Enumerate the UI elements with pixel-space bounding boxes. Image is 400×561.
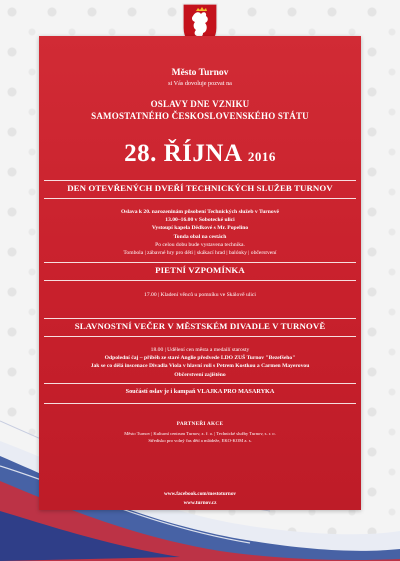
section2-heading: PIETNÍ VZPOMÍNKA bbox=[155, 265, 245, 275]
divider bbox=[44, 318, 356, 319]
section1-line1: Oslava k 20. narozeninám působení Technických služeb v Turnově bbox=[121, 209, 279, 215]
section1-line5: Po celou dobu bude vystavena technika. bbox=[155, 241, 245, 248]
section1-line3: Vystoupí kapela Dědkové s Mr. Popelino bbox=[151, 225, 249, 232]
website-link[interactable]: www.turnov.cz bbox=[183, 500, 217, 506]
partners-line1: Město Turnov | Kulturní centrum Turnov, z. ř. o. | Technické služby Turnov, s. r. o. bbox=[124, 431, 276, 436]
section3-line4: Občerstvení zajištěno bbox=[174, 371, 226, 378]
divider bbox=[44, 180, 356, 181]
facebook-link[interactable]: www.facebook.com/mestoturnov bbox=[163, 491, 237, 497]
partners-list bbox=[39, 430, 361, 444]
divider bbox=[44, 280, 356, 281]
divider bbox=[44, 403, 356, 404]
event-date-day: 28. ŘÍJNA bbox=[124, 140, 242, 167]
section1-line2: 13.00–16.00 v Sobotecké ulici bbox=[165, 217, 235, 224]
divider bbox=[44, 383, 356, 384]
event-date bbox=[39, 140, 361, 168]
partners-heading: PARTNEŘI AKCE bbox=[176, 421, 224, 427]
partners-line2: Středisko pro volný čas dětí a mládeže, EKO-KOM a. s. bbox=[148, 438, 252, 443]
section3-line3: Jak se co dělá inscenace Divadla Viola v hlavní roli s Petrem Kostkou a Carmen Mayerovou bbox=[90, 363, 310, 370]
section3-line1: 18.00 | Udělení cen města a medailí starosty bbox=[150, 347, 250, 353]
event-title bbox=[39, 99, 361, 122]
section2-line1: 17.00 | Kladení věnců u pomníku ve Skálově ulici bbox=[144, 292, 256, 298]
web-links bbox=[39, 490, 361, 508]
section1-line6: Tombola | zábavné hry pro děti | skákací hrad | balónky | občerstvení bbox=[123, 250, 277, 257]
divider bbox=[44, 198, 356, 199]
section3-line2: Odpolední čaj – příběh ze staré Anglie předvede LDO ZUŠ Turnov "Bezefšeho" bbox=[104, 355, 296, 362]
section1-details bbox=[39, 208, 361, 257]
event-title-line2: SAMOSTATNÉHO ČESKOSLOVENSKÉHO STÁTU bbox=[91, 110, 309, 121]
invite-text: si Vás dovoluje pozvat na bbox=[168, 80, 232, 87]
red-poster-panel bbox=[39, 36, 361, 510]
event-title-line1: OSLAVY DNE VZNIKU bbox=[150, 99, 250, 109]
event-year: 2016 bbox=[247, 149, 276, 164]
divider bbox=[44, 262, 356, 263]
section1-heading: DEN OTEVŘENÝCH DVEŘÍ TECHNICKÝCH SLUŽEB TURNOV bbox=[67, 183, 333, 193]
section3-heading: SLAVNOSTNÍ VEČER V MĚSTSKÉM DIVADLE V TURNOVĚ bbox=[74, 321, 326, 331]
divider bbox=[44, 336, 356, 337]
section3-details bbox=[39, 346, 361, 379]
campaign-text: Součástí oslav je i kampaň VLAJKA PRO MASARYKA bbox=[125, 388, 275, 395]
city-name: Město Turnov bbox=[171, 68, 229, 78]
section1-line4: Tonda obal na cestách bbox=[173, 233, 227, 240]
